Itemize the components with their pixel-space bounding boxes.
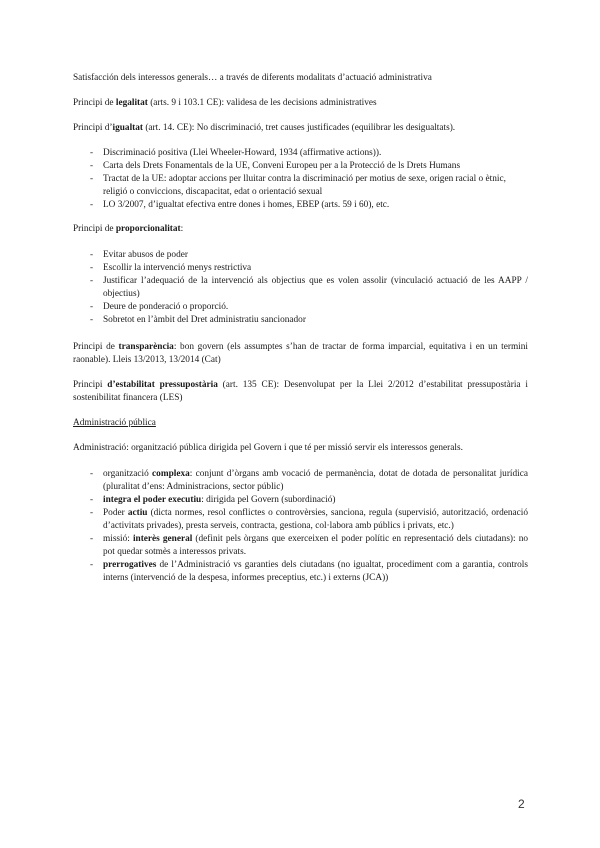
list-item: - integra el poder executiu: dirigida pel Govern (subordinació) xyxy=(90,495,336,505)
list-item: - Poder actiu (dicta normes, resol conflictes o controvèrsies, sanciona, regula (supervisió, autorització, ordenació d’activitats privades), presta serveis, contracta, gestiona, col·labora amb públics i privats, etc.) xyxy=(90,508,529,531)
list-item: - organització complexa: conjunt d’òrgans amb vocació de permanència, dotat de dotada de personalitat jurídica (pluralitat d’ens: Administracions, sector públic) xyxy=(90,469,528,492)
list-item: - Tractat de la UE: adoptar accions per lluitar contra la discriminació per motius de sexe, origen racial o ètnic, religió o conviccions, discapacitat, edat o orientació sexual xyxy=(90,174,506,197)
list-item: - Carta dels Drets Fonamentals de la UE, Conveni Europeu per a la Protecció de ls Drets Humans xyxy=(90,161,461,171)
list-item: - Sobretot en l’àmbit del Dret administratiu sancionador xyxy=(90,315,306,325)
principle-proporcionalitat: Principi de proporcionalitat: xyxy=(73,224,184,234)
page-number: 2 xyxy=(518,797,525,811)
proporcionalitat-list xyxy=(73,249,528,327)
admin-definition: Administració: organització pública dirigida pel Govern i que té per missió servir els interessos generals. xyxy=(73,443,463,453)
principle-estabilitat: Principi d’estabilitat pressupostària (art. 135 CE): Desenvolupat per la Llei 2/2012 d’estabilitat pressupostària i sostenibilitat financera (LES) xyxy=(73,380,528,403)
list-item: - Discriminació positiva (Llei Wheeler-Howard, 1934 (affirmative actions)). xyxy=(90,148,382,158)
principle-transparencia: Principi de transparència: bon govern (els assumptes s’han de tractar de forma imparcial, equitativa i en un termini raonable). Lleis 13/2013, 13/2014 (Cat) xyxy=(73,342,528,365)
list-item: - Escollir la intervenció menys restrictiva xyxy=(90,263,252,273)
list-item: - prerrogatives de l’Administració vs garanties dels ciutadans (no igualtat, procediment com a garantia, controls interns (intervenció de la despesa, informes preceptius, etc.) i externs (JCA)) xyxy=(90,560,528,583)
document-page xyxy=(73,72,528,596)
list-item: - Justificar l’adequació de la intervenció als objectius que es volen assolir (vinculació actuació de les AAPP / objectius) xyxy=(90,276,528,299)
list-item: - Deure de ponderació o proporció. xyxy=(90,302,229,312)
section-heading: Administració pública xyxy=(73,418,156,428)
principle-igualtat: Principi d’igualtat (art. 14. CE): No discriminació, tret causes justificades (equilibrar les desigualtats). xyxy=(73,123,456,133)
admin-list xyxy=(73,468,528,585)
list-item: - Evitar abusos de poder xyxy=(90,250,188,260)
intro-text: Satisfacción dels interessos generals… a través de diferents modalitats d’actuació administrativa xyxy=(73,73,432,83)
list-item: - LO 3/2007, d’igualtat efectiva entre dones i homes, EBEP (arts. 59 i 60), etc. xyxy=(90,200,390,210)
principle-legalitat: Principi de legalitat (arts. 9 i 103.1 CE): validesa de les decisions administratives xyxy=(73,98,377,108)
igualtat-list xyxy=(73,147,528,212)
list-item: - missió: interès general (definit pels òrgans que exerceixen el poder polític en representació dels ciutadans): no pot quedar sotmès a interessos privats. xyxy=(90,534,528,557)
